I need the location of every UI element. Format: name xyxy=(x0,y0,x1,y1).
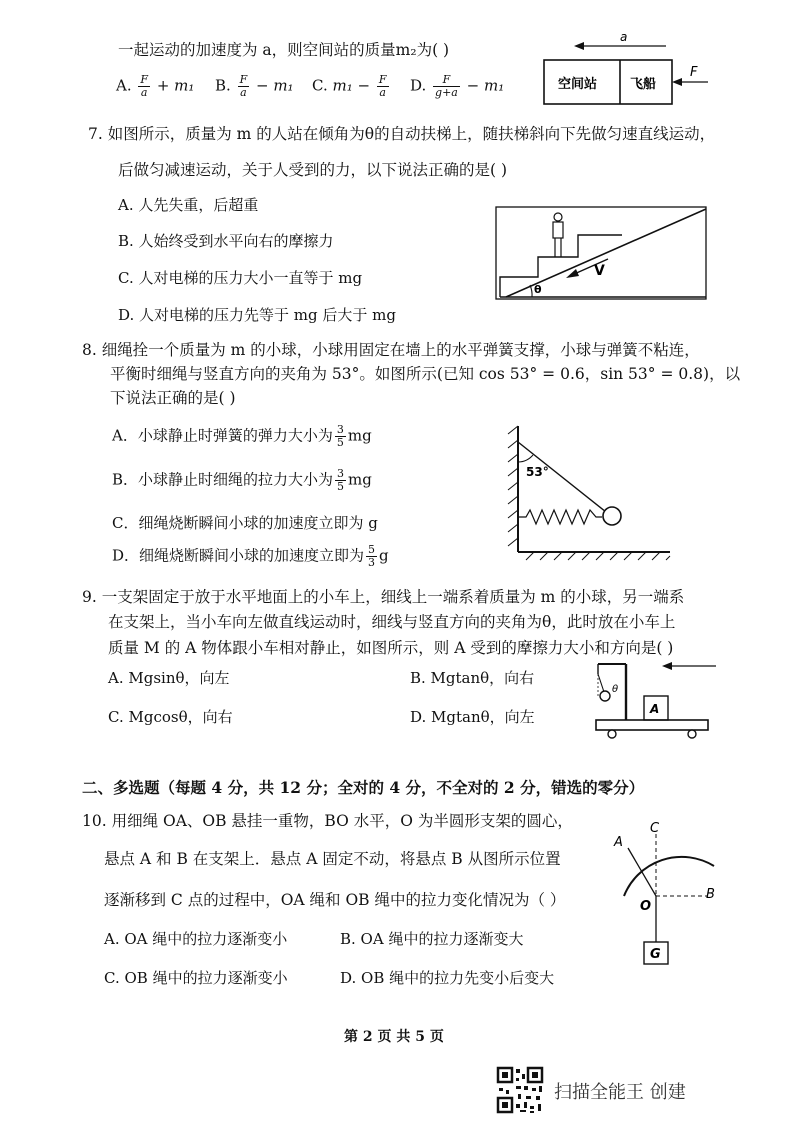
q10-stem-line1: 10. 用细绳 OA、OB 悬挂一重物，BO 水平，O 为半圆形支架的圆心， xyxy=(82,812,573,830)
q8-stem-line2: 平衡时细绳与竖直方向的夹角为 53°。如图所示(已知 cos 53° = 0.6，sin 53° = 0.8)，以 xyxy=(110,365,741,383)
q9-stem-line2: 在支架上，当小车向左做直线运动时，细线与竖直方向的夹角为θ，此时放在小车上 xyxy=(108,613,676,631)
q7-stem-line1: 7. 如图所示，质量为 m 的人站在倾角为θ的自动扶梯上，随扶梯斜向下先做匀速直线运动， xyxy=(88,125,716,143)
q6-option-d[interactable]: D. $\frac{F}{g+a}$ − m₁ xyxy=(410,73,505,99)
q10-stem-line3: 逐渐移到 C 点的过程中，OA 绳和 OB 绳中的拉力变化情况为（ ） xyxy=(104,891,566,909)
q6-option-c[interactable]: C. m₁ − $\frac{F}{a}$ xyxy=(312,73,387,99)
q10-option-b[interactable]: B. OA 绳中的拉力逐渐变大 xyxy=(340,930,524,948)
q8-stem-line3: 下说法正确的是( ) xyxy=(110,389,236,407)
label-o: O xyxy=(640,899,652,914)
velocity-label: V xyxy=(594,263,605,279)
section2-heading: 二、多选题（每题 4 分，共 12 分；全对的 4 分，不全对的 2 分，错选的零分） xyxy=(82,778,645,797)
q7-option-b[interactable]: B. 人始终受到水平向右的摩擦力 xyxy=(118,232,334,250)
q9-option-b[interactable]: B. Mgtanθ，向右 xyxy=(410,669,535,687)
q10-stem-line2: 悬点 A 和 B 在支架上．悬点 A 固定不动，将悬点 B 从图所示位置 xyxy=(104,850,561,868)
q8-option-a[interactable]: A．小球静止时弹簧的弹力大小为 $\frac{3}{5}$ mg xyxy=(112,423,372,449)
q7-option-c[interactable]: C. 人对电梯的压力大小一直等于 mg xyxy=(118,269,363,287)
q8-option-c[interactable]: C．细绳烧断瞬间小球的加速度立即为 g xyxy=(112,514,378,532)
q7-stem-line2: 后做匀减速运动，关于人受到的力，以下说法正确的是( ) xyxy=(118,161,508,179)
block-label: A xyxy=(650,702,660,716)
q8-option-b[interactable]: B．小球静止时细绳的拉力大小为 $\frac{3}{5}$ mg xyxy=(112,467,372,493)
q10-option-c[interactable]: C. OB 绳中的拉力逐渐变小 xyxy=(104,969,288,987)
q7-option-d[interactable]: D. 人对电梯的压力先等于 mg 后大于 mg xyxy=(118,306,396,324)
q9-stem-line3: 质量 M 的 A 物体跟小车相对静止，如图所示，则 A 受到的摩擦力大小和方向是( ) xyxy=(108,639,674,657)
q9-stem-line1: 9. 一支架固定于放于水平地面上的小车上，细线上一端系着质量为 m 的小球，另一端系 xyxy=(82,588,685,606)
q8-figure xyxy=(504,422,674,562)
q10-figure xyxy=(610,818,722,988)
q9-angle-label: θ xyxy=(612,684,619,695)
q6-figure xyxy=(538,28,718,108)
q9-figure xyxy=(592,656,722,742)
q6-option-a[interactable]: A. $\frac{F}{a}$ + m₁ xyxy=(116,73,195,99)
label-b: B xyxy=(706,887,715,902)
label-g: G xyxy=(650,947,661,962)
q7-figure xyxy=(492,203,722,303)
q6-option-b[interactable]: B. $\frac{F}{a}$ − m₁ xyxy=(215,73,294,99)
scanner-label: 扫描全能王 创建 xyxy=(554,1082,686,1103)
label-a: A xyxy=(614,835,623,850)
q10-option-a[interactable]: A. OA 绳中的拉力逐渐变小 xyxy=(104,930,288,948)
q7-angle-label: θ xyxy=(534,283,542,296)
qr-code-icon xyxy=(496,1066,544,1114)
q6-tail-text: 一起运动的加速度为 a，则空间站的质量m₂为( ) xyxy=(118,41,450,59)
q8-angle-label: 53° xyxy=(526,465,549,479)
ship-label: 飞船 xyxy=(630,77,657,92)
q8-stem-line1: 8. 细绳拴一个质量为 m 的小球，小球用固定在墙上的水平弹簧支撑，小球与弹簧不粘连， xyxy=(82,341,700,359)
q8-option-d[interactable]: D．细绳烧断瞬间小球的加速度立即为 $\frac{5}{3}$ g xyxy=(112,543,389,569)
q9-option-d[interactable]: D. Mgtanθ，向左 xyxy=(410,708,535,726)
station-label: 空间站 xyxy=(558,77,598,92)
q7-option-a[interactable]: A. 人先失重，后超重 xyxy=(118,196,259,214)
force-label: F xyxy=(690,65,698,80)
accel-label: a xyxy=(620,30,628,44)
q10-option-d[interactable]: D. OB 绳中的拉力先变小后变大 xyxy=(340,969,555,987)
q9-option-c[interactable]: C. Mgcosθ，向右 xyxy=(108,708,233,726)
q9-option-a[interactable]: A. Mgsinθ，向左 xyxy=(108,669,230,687)
page-number: 第 2 页 共 5 页 xyxy=(344,1029,444,1045)
label-c: C xyxy=(650,821,660,836)
